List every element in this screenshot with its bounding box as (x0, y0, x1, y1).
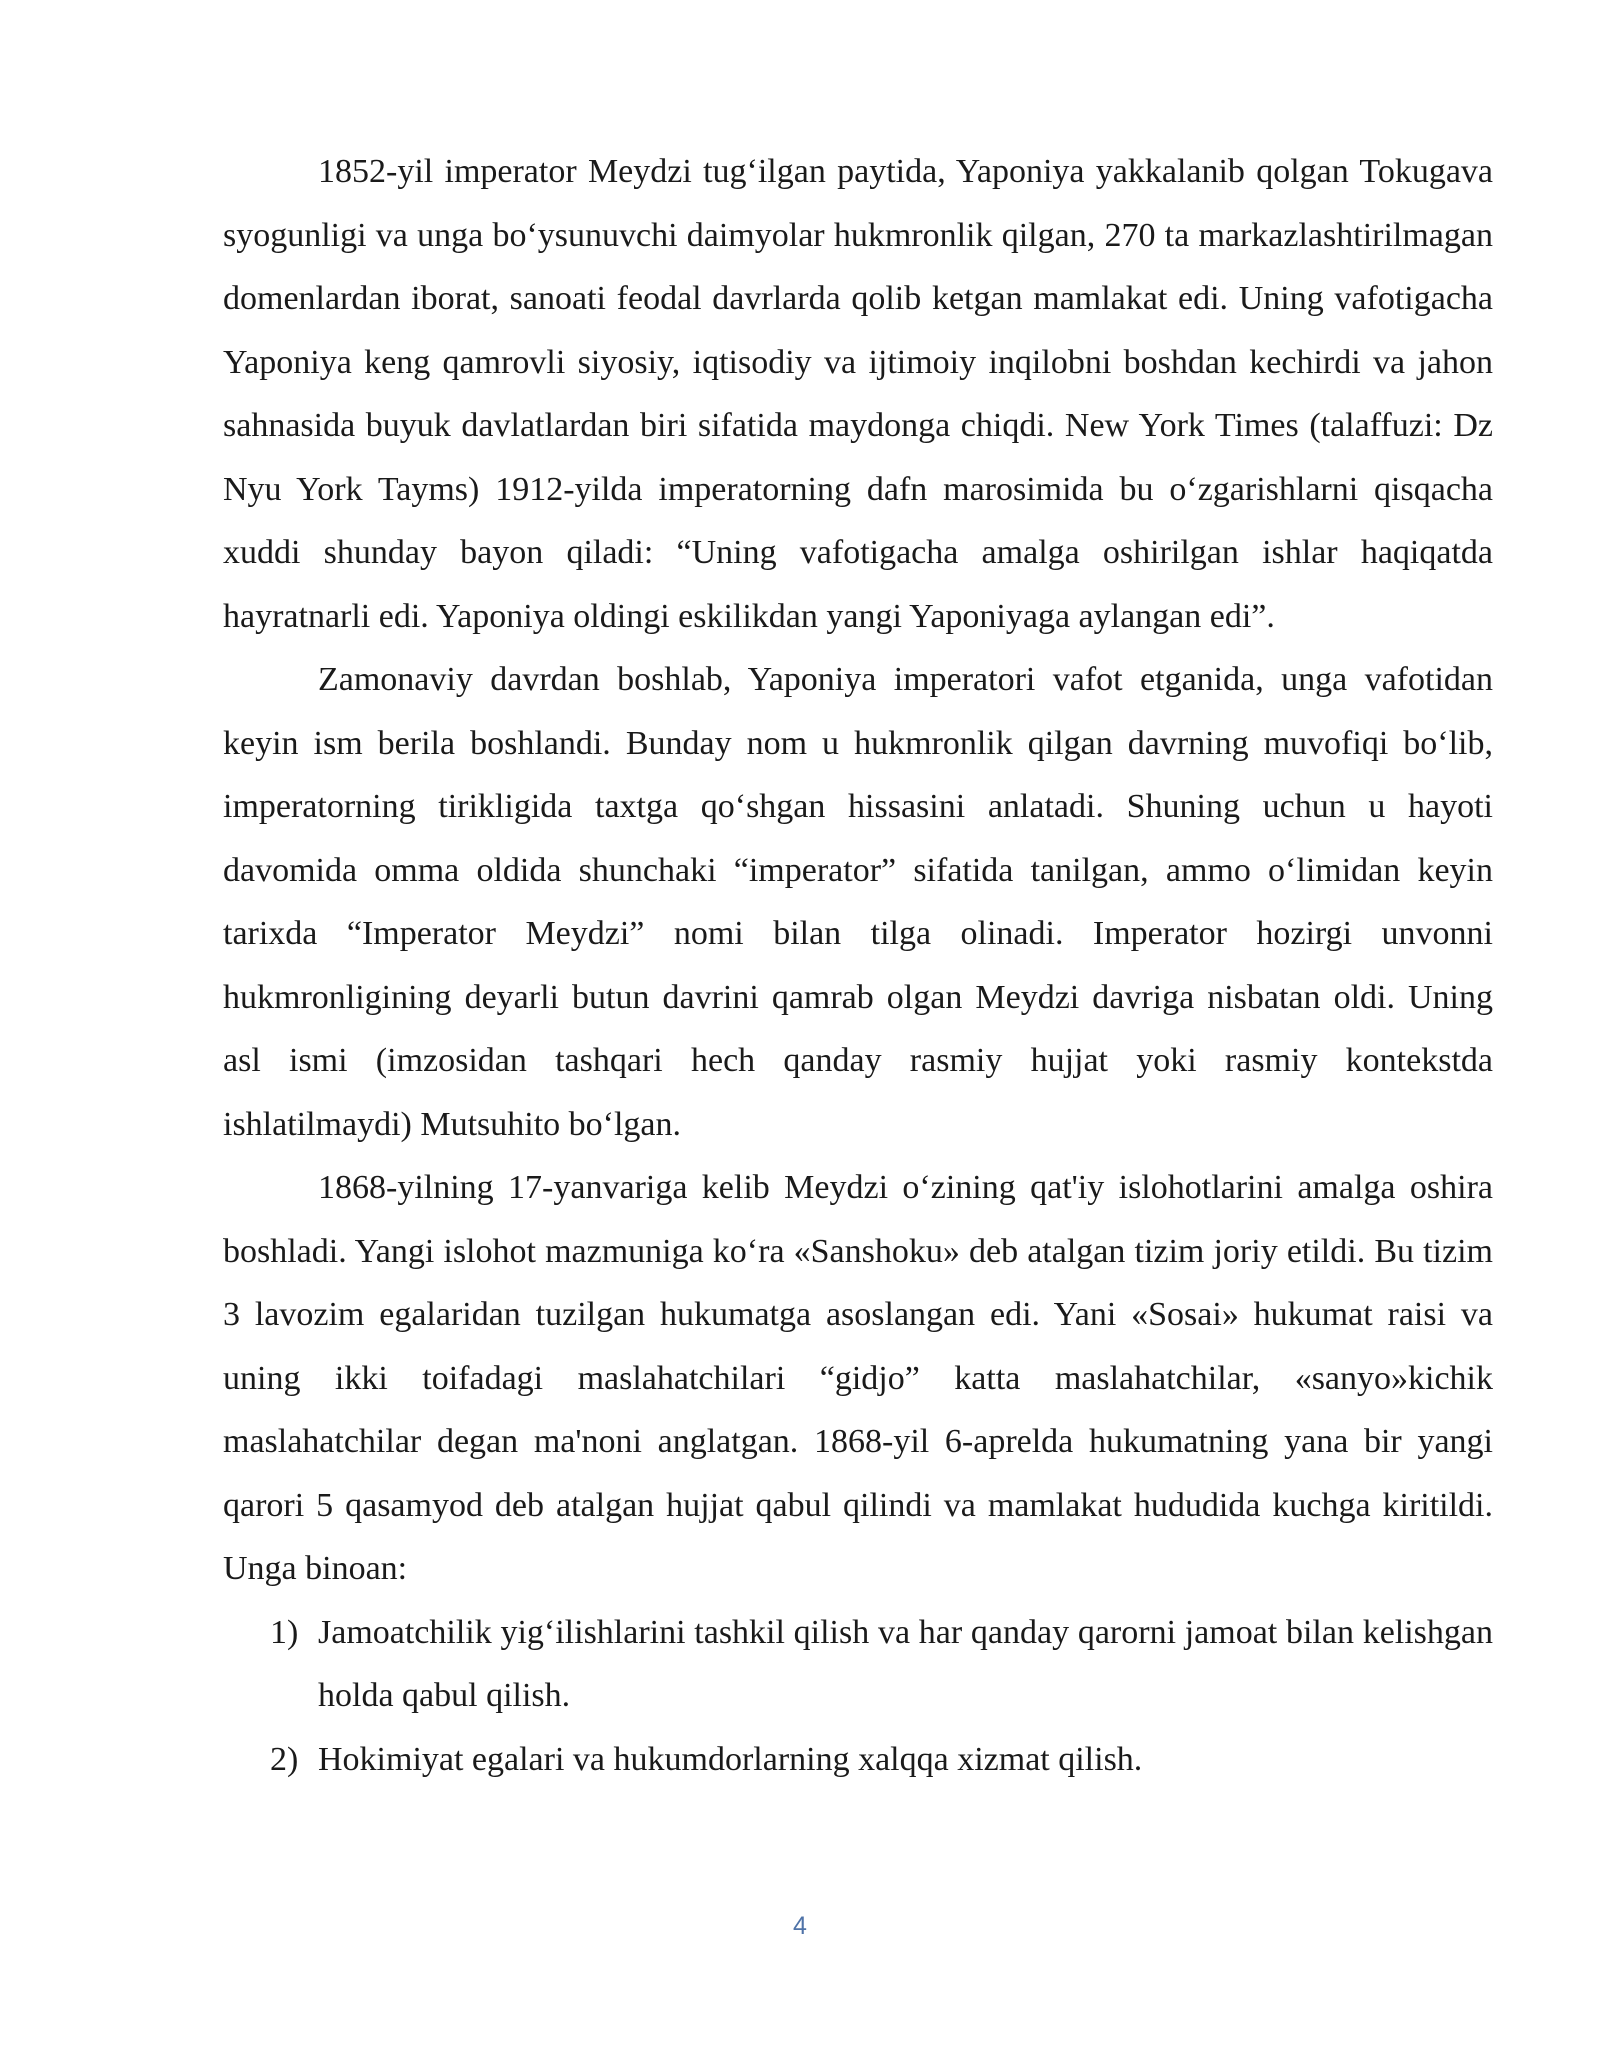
numbered-list (223, 1601, 1493, 1792)
list-item-text: Jamoatchilik yig‘ilishlarini tashkil qilish va har qanday qarorni jamoat bilan kelishgan holda qabul qilish. (318, 1613, 1493, 1714)
page-number: 4 (793, 1912, 807, 1940)
paragraph-3: 1868-yilning 17-yanvariga kelib Meydzi o‘zining qat'iy islohotlarini amalga oshira boshladi. Yangi islohot mazmuniga ko‘ra «Sanshoku» deb atalgan tizim joriy etildi. Bu tizim 3 lavozim egalaridan tuzilgan hukumatga asoslangan edi. Yani «Sosai» hukumat raisi va uning ikki toifadagi maslahatchilari “gidjo” katta maslahatchilar, «sanyo»kichik maslahatchilar degan ma'noni anglatgan. 1868-yil 6-aprelda hukumatning yana bir yangi qarori 5 qasamyod deb atalgan hujjat qabul qilindi va mamlakat hududida kuchga kiritildi. Unga binoan: (223, 1169, 1493, 1587)
list-marker: 1) (270, 1613, 299, 1651)
paragraph-2: Zamonaviy davrdan boshlab, Yaponiya imperatori vafot etganida, unga vafotidan keyin ism berila boshlandi. Bunday nom u hukmronlik qilgan davrning muvofiqi bo‘lib, imperatorning tirikligida taxtga qo‘shgan hissasini anlatadi. Shuning uchun u hayoti davomida omma oldida shunchaki “imperator” sifatida tanilgan, ammo o‘limidan keyin tarixda “Imperator Meydzi” nomi bilan tilga olinadi. Imperator hozirgi unvonni hukmronligining deyarli butun davrini qamrab olgan Meydzi davriga nisbatan oldi. Uning asl ismi (imzosidan tashqari hech qanday rasmiy hujjat yoki rasmiy kontekstda ishlatilmaydi) Mutsuhito bo‘lgan. (223, 661, 1493, 1143)
paragraph-1: 1852-yil imperator Meydzi tug‘ilgan paytida, Yaponiya yakkalanib qolgan Tokugava syogunligi va unga bo‘ysunuvchi daimyolar hukmronlik qilgan, 270 ta markazlashtirilmagan domenlardan iborat, sanoati feodal davrlarda qolib ketgan mamlakat edi. Uning vafotigacha Yaponiya keng qamrovli siyosiy, iqtisodiy va ijtimoiy inqilobni boshdan kechirdi va jahon sahnasida buyuk davlatlardan biri sifatida maydonga chiqdi. New York Times (talaffuzi: Dz Nyu York Tayms) 1912-yilda imperatorning dafn marosimida bu o‘zgarishlarni qisqacha xuddi shunday bayon qiladi: “Uning vafotigacha amalga oshirilgan ishlar haqiqatda hayratnarli edi. Yaponiya oldingi eskilikdan yangi Yaponiyaga aylangan edi”. (223, 153, 1493, 635)
list-item-text: Hokimiyat egalari va hukumdorlarning xalqqa xizmat qilish. (318, 1740, 1143, 1778)
list-marker: 2) (270, 1740, 299, 1778)
list-item (223, 1728, 1493, 1792)
document-body (223, 140, 1493, 1791)
list-item (223, 1601, 1493, 1728)
